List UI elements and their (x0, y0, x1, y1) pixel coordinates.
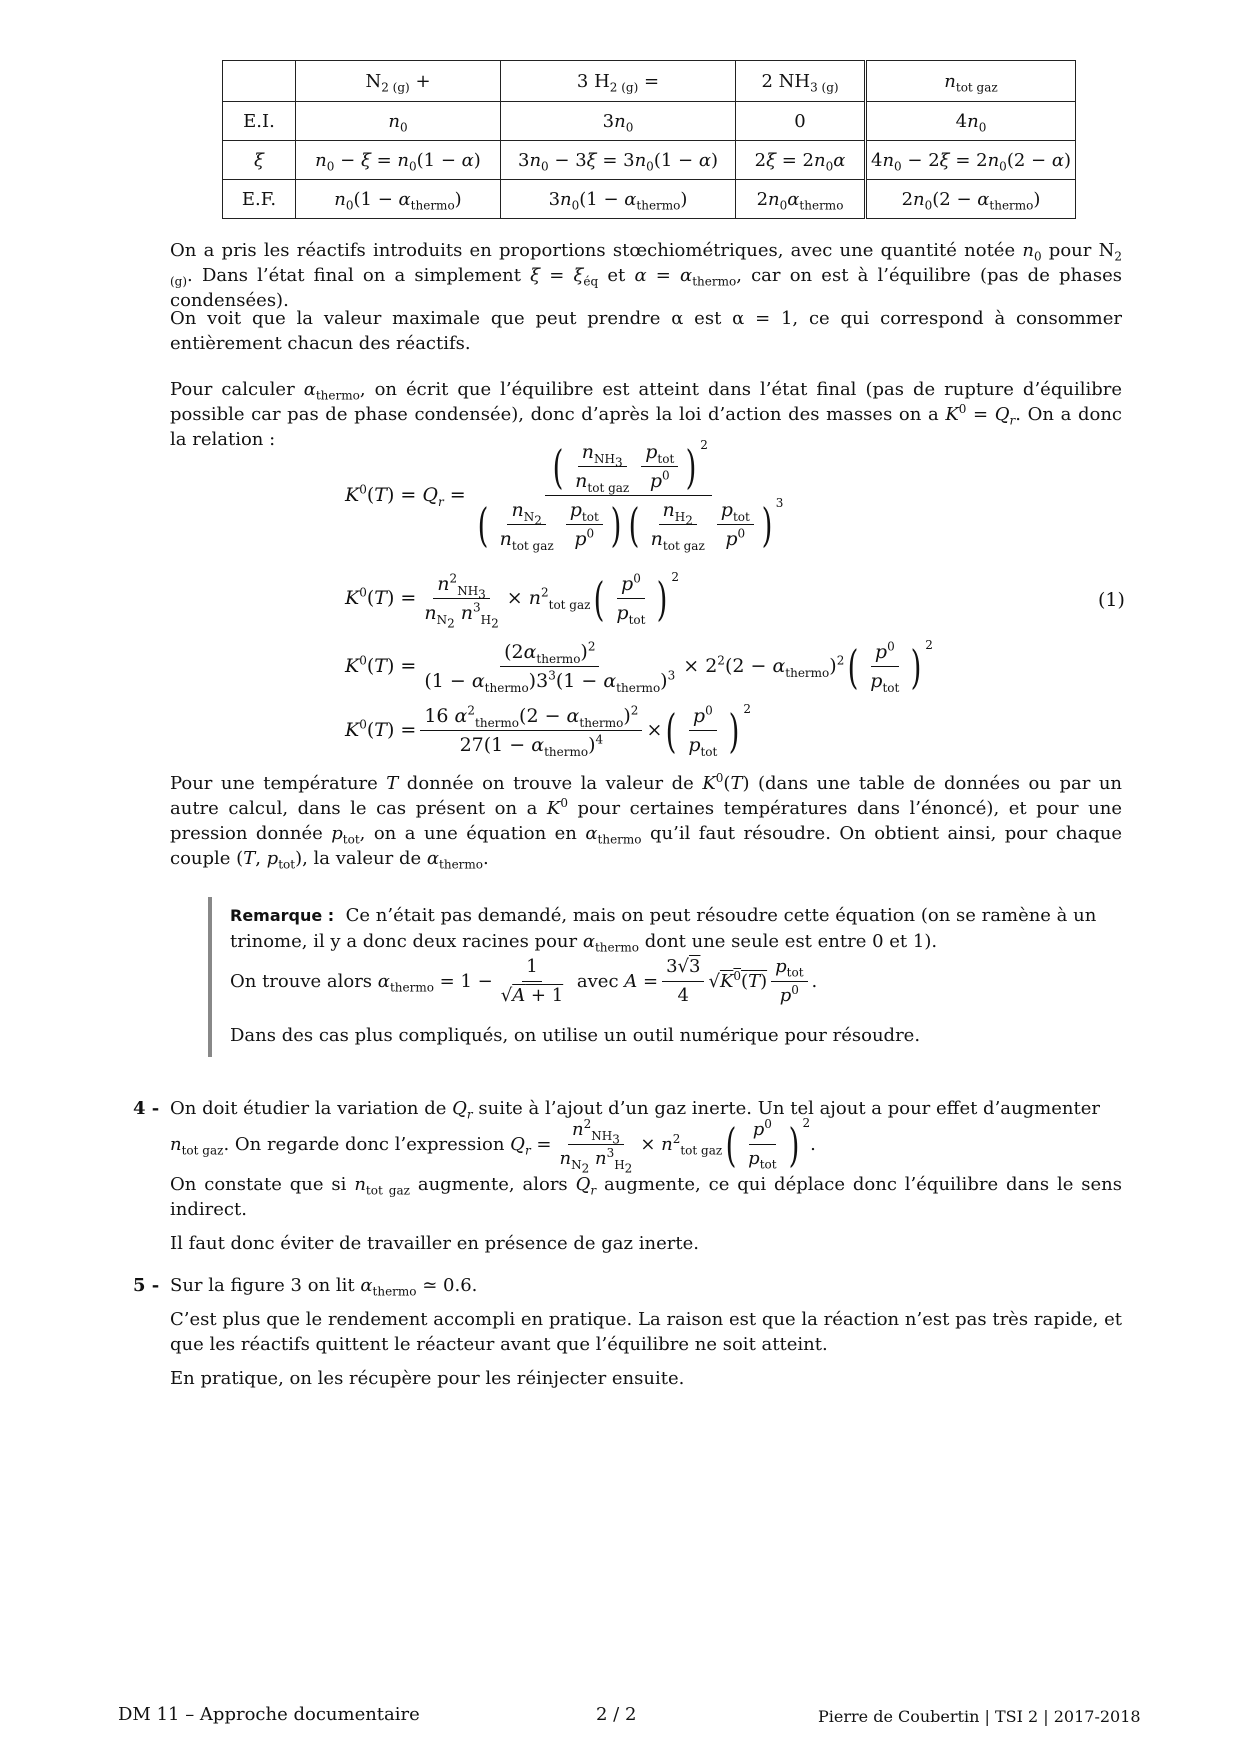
question-4-paragraph-2: On constate que si $n_{tot gaz}$ augmente, alors $Q_r$ augmente, ce qui déplace donc l’équilibre dans le sens indirect. (170, 1174, 1123, 1220)
equation-2: $K^0(T)$ = $\frac{n^2_{NH_3}}{n_{N_2} n^3_{H_2}}$ × $n^2_{tot gaz}$ ( $\frac{p^0}{p_{tot}}$ ) $^2$ (345, 569, 680, 631)
table-cell: $n_0(1 - \alpha_{thermo})$ (296, 180, 501, 219)
table-row-xi (223, 141, 1076, 180)
question-5-paragraph-3: En pratique, on les récupère pour les réinjecter ensuite. (170, 1368, 685, 1389)
question-4-line-1: On doit étudier la variation de $Q_r$ suite à l’ajout d’un gaz inerte. Un tel ajout a pour effet d’augmenter (170, 1098, 1100, 1122)
table-cell: $3n_0$ (501, 102, 736, 141)
table-cell: $n_0 - \xi = n_0(1 - \alpha)$ (296, 141, 501, 180)
question-4-paragraph-3: Il faut donc éviter de travailler en présence de gaz inerte. (170, 1233, 699, 1254)
table-cell: $4n_0$ (866, 102, 1076, 141)
table-row-label: ξ (223, 141, 296, 180)
equation-1: $K^0(T) = Q_r$ = ( $\frac{n_{NH_3}}{n_{tot gaz}}$ $\frac{p_{tot}}{p^0}$ ) $^2$ ( $\frac{n_{N_2}}{n_{tot gaz}}$ $\frac{p_{tot}}{p^0}$ ) ( $\frac{n_{H_2}}{n_{tot gaz}}$ $\frac{p_{tot}}{p^0}$ ) $^3$ (345, 437, 784, 553)
table-cell: $2\xi = 2n_0\alpha$ (736, 141, 866, 180)
question-4-line-2: $n_{tot gaz}$. On regarde donc l’expression $Q_r$ = $\frac{n^2_{NH_3}}{n_{N_2} n^3_{H_2}}$ × $n^2_{tot gaz}$ ( $\frac{p^0}{p_{tot}}$ ) $^2$ . (170, 1115, 816, 1175)
table-header-cell: 2 $NH_{3 (g)}$ (736, 61, 866, 102)
table-row-ef (223, 180, 1076, 219)
question-number-5: 5 - (133, 1275, 160, 1296)
footer-right: Pierre de Coubertin | TSI 2 | 2017-2018 (818, 1707, 1141, 1726)
question-number-4: 4 - (133, 1098, 160, 1119)
paragraph-4: Pour une température T donnée on trouve la valeur de $K^0(T)$ (dans une table de données ou par un autre calcul, dans le cas présent on a $K^0$ pour certaines températures dans l’énoncé), et pour une pression donnée $p_{tot}$, on a une équation en $\alpha_{thermo}$ qu’il faut résoudre. On obtient ainsi, pour chaque couple (T, $p_{tot}$), la valeur de $\alpha_{thermo}$. (170, 771, 1123, 872)
remark-line-4: Dans des cas plus compliqués, on utilise un outil numérique pour résoudre. (230, 1025, 921, 1046)
table-cell: $4n_0 - 2\xi = 2n_0(2 - \alpha)$ (866, 141, 1076, 180)
advancement-table (222, 60, 1076, 219)
table-row-ei (223, 102, 1076, 141)
table-cell: $3n_0 - 3\xi = 3n_0(1 - \alpha)$ (501, 141, 736, 180)
remark-text: Ce n’était pas demandé, mais on peut résoudre cette équation (on se ramène à un (345, 905, 1097, 926)
question-5-paragraph-2: C’est plus que le rendement accompli en pratique. La raison est que la réaction n’est pas très rapide, et que les réactifs quittent le réacteur avant que l’équilibre ne soit atteint. (170, 1309, 1122, 1355)
paragraph-2: On voit que la valeur maximale que peut prendre α est α = 1, ce qui correspond à consommer entièrement chacun des réactifs. (170, 308, 1122, 354)
table-row-label: E.F. (223, 180, 296, 219)
paragraph-3: Pour calculer $\alpha_{thermo}$, on écrit que l’équilibre est atteint dans l’état final (pas de rupture d’équilibre possible car pas de phase condensée), donc d’après la loi d’action des masses on a $K^0 = Q_r$. On a donc la relation : (170, 379, 1123, 450)
paragraph-1: On a pris les réactifs introduits en proportions stœchiométriques, avec une quantité notée $n_0$ pour $N_{2 (g)}$. Dans l’état final on a simplement $\xi = \xi_{éq}$ et $\alpha = \alpha_{thermo}$, car on est à l’équilibre (pas de phases condensées). (170, 240, 1122, 311)
table-cell: $n_0$ (296, 102, 501, 141)
remark-line-2: trinome, il y a donc deux racines pour $\alpha_{thermo}$ dont une seule est entre 0 et 1). (230, 931, 938, 955)
table-header-cell: 3 $H_{2 (g)}$ = (501, 61, 736, 102)
table-row-label: E.I. (223, 102, 296, 141)
remark-title: Remarque : (230, 906, 335, 925)
equation-3: $K^0(T)$ = $\frac{(2\alpha_{thermo})^2}{(1 - \alpha_{thermo})3^3(1 - \alpha_{thermo})^3}$ × $2^2(2 - \alpha_{thermo})^2$ ( $\frac{p^0}{p_{tot}}$ ) $^2$ (345, 637, 933, 695)
table-cell: $2n_0(2 - \alpha_{thermo})$ (866, 180, 1076, 219)
table-cell: $3n_0(1 - \alpha_{thermo})$ (501, 180, 736, 219)
remark-box (208, 897, 1138, 1057)
table-header-cell (223, 61, 296, 102)
table-header-cell: $n_{tot gaz}$ (866, 61, 1076, 102)
question-5-paragraph-1: Sur la figure 3 on lit $\alpha_{thermo}$ ≃ 0.6. (170, 1275, 478, 1299)
footer-page-number: 2 / 2 (596, 1704, 637, 1725)
table-header-cell: $N_{2 (g)}$ + (296, 61, 501, 102)
table-cell: $2n_0\alpha_{thermo}$ (736, 180, 866, 219)
remark-line-3: On trouve alors $\alpha_{thermo} = 1$ − $\frac{1}{√A + 1}$ avec A = $\frac{3√3}{4}$ $√K^0(T)$ $\frac{p_{tot}}{p^0}$ . (230, 956, 818, 1006)
equation-4: $K^0(T)$ = $\frac{16 \alpha^2_{thermo}(2 - \alpha_{thermo})^2}{27(1 - \alpha_{thermo})^4}$ × ( $\frac{p^0}{p_{tot}}$ ) $^2$ (345, 701, 751, 759)
footer-left: DM 11 – Approche documentaire (118, 1704, 420, 1725)
table-cell: 0 (736, 102, 866, 141)
table-header-row (223, 61, 1076, 102)
remark-line-1 (230, 903, 1096, 928)
equation-number: (1) (1098, 589, 1125, 611)
